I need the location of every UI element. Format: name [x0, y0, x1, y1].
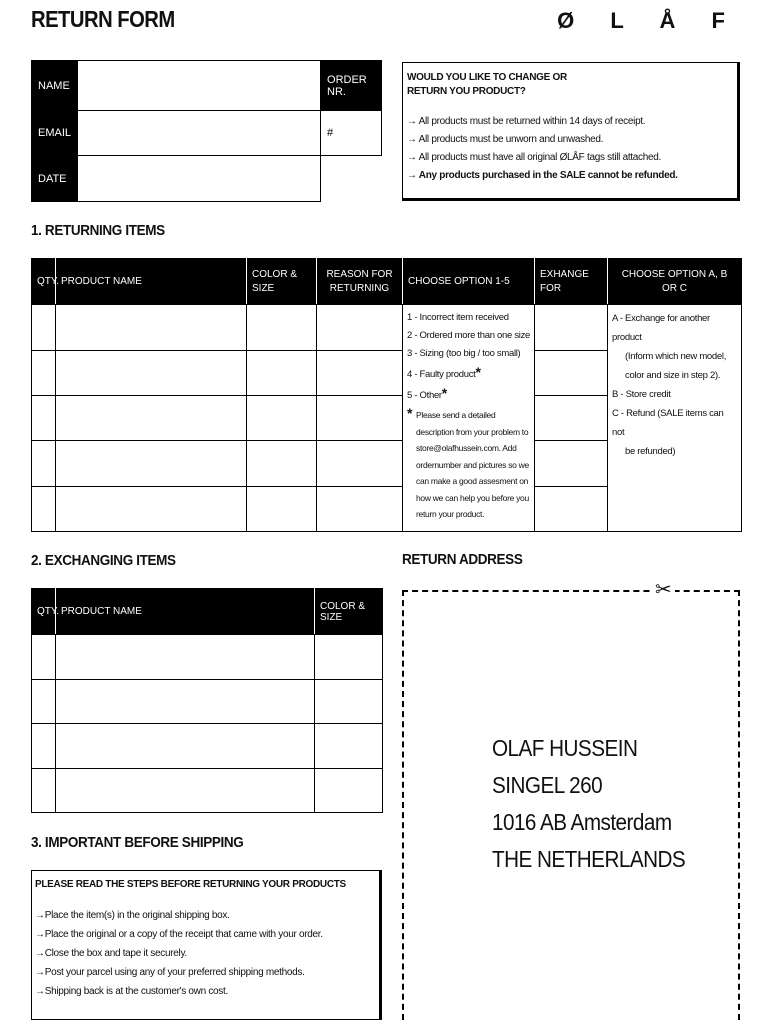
product-cell[interactable] [56, 679, 315, 724]
qty-cell[interactable] [32, 486, 56, 531]
table-row [32, 679, 383, 724]
returning-items-table [31, 258, 741, 532]
exchange-for-cell[interactable] [535, 441, 608, 486]
shipping-step: →Post your parcel using any of your preferred shipping methods. [35, 967, 305, 978]
reason-cell[interactable] [317, 350, 403, 395]
color-size-header: COLOR & SIZE [247, 259, 317, 305]
exchange-for-cell[interactable] [535, 350, 608, 395]
color-size-cell[interactable] [315, 635, 383, 680]
date-label: DATE [32, 156, 78, 202]
table-row [32, 724, 383, 769]
color-size-cell[interactable] [315, 679, 383, 724]
color-size-cell[interactable] [247, 395, 317, 440]
shipping-steps-box [31, 870, 382, 1020]
product-cell[interactable] [56, 724, 315, 769]
option-abc-list: A - Exchange for another product (Inform which new model, color and size in step 2). B - Store credit C - Refund (SALE items can not be refunded) [608, 305, 742, 532]
product-cell[interactable] [56, 768, 315, 813]
table-row [32, 635, 383, 680]
qty-header: QTY. [32, 589, 56, 635]
shipping-step: →Close the box and tape it securely. [35, 948, 187, 959]
qty-cell[interactable] [32, 350, 56, 395]
policy-heading: WOULD YOU LIKE TO CHANGE OR RETURN YOU PRODUCT? [407, 72, 567, 97]
email-field[interactable] [78, 111, 321, 156]
exchange-for-cell[interactable] [535, 395, 608, 440]
color-size-cell[interactable] [247, 486, 317, 531]
exchange-for-cell[interactable] [535, 305, 608, 350]
qty-cell[interactable] [32, 724, 56, 769]
color-size-cell[interactable] [247, 305, 317, 350]
option-abc-header: CHOOSE OPTION A, B OR C [608, 259, 742, 305]
reason-header: REASON FOR RETURNING [317, 259, 403, 305]
shipping-heading: PLEASE READ THE STEPS BEFORE RETURNING YOUR PRODUCTS [35, 879, 346, 890]
qty-cell[interactable] [32, 679, 56, 724]
hash-sign: # [327, 127, 334, 139]
reason-cell[interactable] [317, 486, 403, 531]
reason-cell[interactable] [317, 305, 403, 350]
color-size-cell[interactable] [247, 350, 317, 395]
exchange-for-cell[interactable] [535, 486, 608, 531]
product-cell[interactable] [56, 635, 315, 680]
date-field[interactable] [78, 156, 321, 202]
color-size-header: COLOR & SIZE [315, 589, 383, 635]
email-label: EMAIL [32, 111, 78, 156]
policy-rule: → Any products purchased in the SALE cannot be refunded. [407, 170, 678, 181]
exchanging-items-title: 2. EXCHANGING ITEMS [31, 552, 176, 569]
brand-logo: Ø L Å F [557, 8, 740, 33]
product-cell[interactable] [56, 350, 247, 395]
qty-header: QTY. [32, 259, 56, 305]
product-cell[interactable] [56, 395, 247, 440]
option-header: CHOOSE OPTION 1-5 [403, 259, 535, 305]
returning-items-title: 1. RETURNING ITEMS [31, 222, 165, 239]
reason-cell[interactable] [317, 441, 403, 486]
exchange-for-header: EXHANGE FOR [535, 259, 608, 305]
color-size-cell[interactable] [315, 768, 383, 813]
return-address-block: OLAF HUSSEIN SINGEL 260 1016 AB Amsterdam THE NETHERLANDS [492, 735, 686, 872]
product-cell[interactable] [56, 486, 247, 531]
policy-rule: → All products must have all original ØLÅF tags still attached. [407, 152, 662, 163]
scissors-icon: ✂ [652, 577, 675, 602]
qty-cell[interactable] [32, 441, 56, 486]
return-policy-box [402, 62, 740, 201]
policy-rule: → All products must be returned within 14 days of receipt. [407, 116, 646, 127]
return-address-title: RETURN ADDRESS [402, 551, 523, 568]
product-cell[interactable] [56, 305, 247, 350]
product-cell[interactable] [56, 441, 247, 486]
customer-info-table [31, 60, 382, 201]
qty-cell[interactable] [32, 305, 56, 350]
product-name-header: PRODUCT NAME [56, 589, 315, 635]
shipping-step: →Shipping back is at the customer's own cost. [35, 986, 228, 997]
page-title: RETURN FORM [31, 6, 175, 32]
name-field[interactable] [78, 61, 321, 111]
shipping-step: →Place the original or a copy of the receipt that came with your order. [35, 929, 323, 940]
table-row [32, 305, 742, 350]
name-label: NAME [32, 61, 78, 111]
table-row [32, 768, 383, 813]
other-reason-note: Please send a detailed description from your problem to store@olafhussein.com. Add ordernumber and pictures so we can make a good assesment on how we can help you before you return your product. [416, 410, 529, 520]
product-name-header: PRODUCT NAME [56, 259, 247, 305]
order-number-field[interactable] [321, 111, 382, 156]
order-number-label: ORDER NR. [321, 61, 382, 111]
qty-cell[interactable] [32, 635, 56, 680]
color-size-cell[interactable] [247, 441, 317, 486]
qty-cell[interactable] [32, 395, 56, 440]
exchanging-items-table [31, 588, 382, 813]
policy-rule: → All products must be unworn and unwashed. [407, 134, 604, 145]
reason-cell[interactable] [317, 395, 403, 440]
color-size-cell[interactable] [315, 724, 383, 769]
qty-cell[interactable] [32, 768, 56, 813]
shipping-title: 3. IMPORTANT BEFORE SHIPPING [31, 834, 244, 851]
reason-options-list: 1 - Incorrect item received 2 - Ordered more than one size 3 - Sizing (too big / too small) 4 - Faulty product* 5 - Other* * Please send a detailed description from your problem to store@olafhussein.com. Add ordernumber and pictures so we can make a good assesment on how we can help you before you return your product. [403, 305, 535, 532]
shipping-step: →Place the item(s) in the original shipping box. [35, 910, 230, 921]
